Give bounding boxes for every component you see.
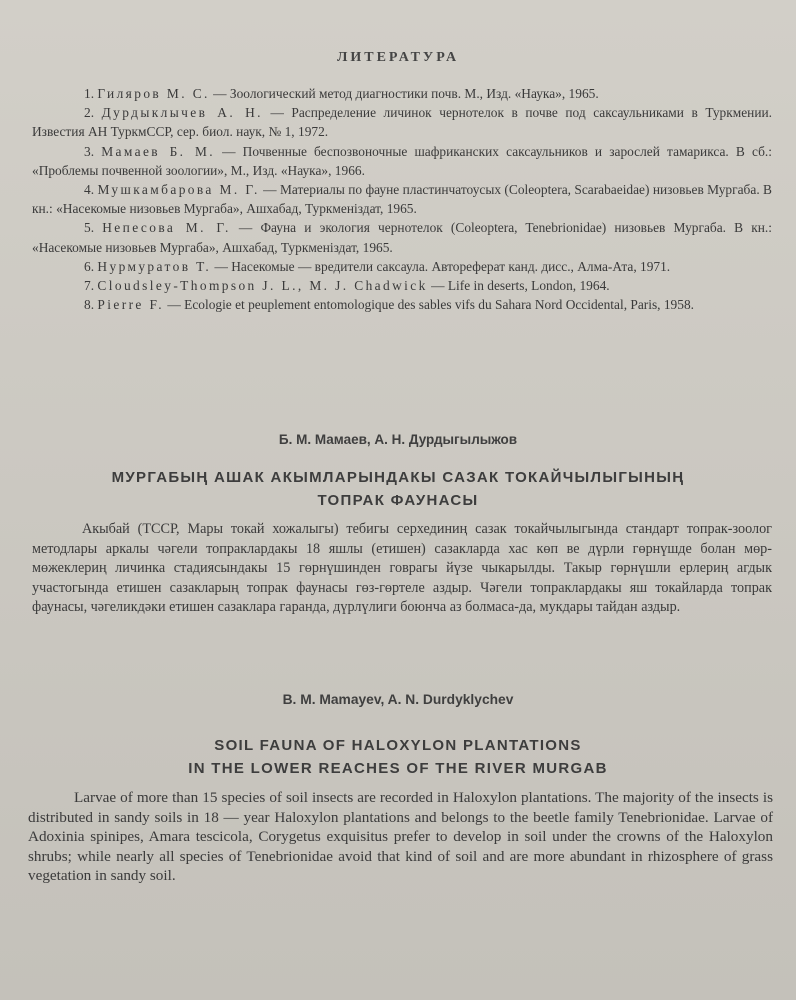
reference-number: 5. bbox=[84, 220, 95, 236]
reference-author: Непесова М. Г. bbox=[102, 220, 231, 236]
reference-text: — Почвенные беспозвоночные шафриканских саксаульников и зарослей тамарикса. В сб.: «Проблемы почвенной зоологии», М., Изд. «Наука», 1966. bbox=[32, 143, 772, 178]
turkmen-article-title bbox=[0, 466, 796, 512]
reference-item bbox=[32, 180, 772, 218]
reference-item bbox=[32, 84, 772, 103]
reference-item bbox=[32, 103, 772, 141]
turkmen-title-line-1: МУРГАБЫҢ АШАК АКЫМЛАРЫНДАКЫ САЗАК ТОКАЙЧЫЛЫГЫНЫҢ bbox=[111, 469, 685, 486]
reference-number: 2. bbox=[84, 105, 95, 121]
reference-number: 8. bbox=[84, 297, 95, 313]
reference-item bbox=[32, 295, 772, 314]
reference-author: Мамаев Б. М. bbox=[101, 143, 215, 159]
reference-number: 7. bbox=[84, 278, 95, 294]
reference-author: Мушкамбарова М. Г. bbox=[97, 182, 260, 198]
reference-item bbox=[32, 218, 772, 256]
reference-text: — Материалы по фауне пластинчатоусых (Coleoptera, Scarabaeidae) низовьев Мургаба. В кн.: «Насекомые низовьев Мургаба», Ашхабад, Туркменіздат, 1965. bbox=[32, 182, 772, 217]
reference-number: 4. bbox=[84, 182, 95, 198]
reference-number: 3. bbox=[84, 143, 95, 159]
english-authors: B. M. Mamayev, A. N. Durdyklychev bbox=[282, 692, 514, 707]
turkmen-authors: Б. М. Мамаев, А. Н. Дурдыгылыжов bbox=[278, 432, 518, 447]
reference-text: — Зоологический метод диагностики почв. М., Изд. «Наука», 1965. bbox=[213, 86, 599, 101]
reference-item bbox=[32, 142, 772, 180]
reference-author: Нурмуратов Т. bbox=[97, 258, 212, 274]
english-title-line-2: IN THE LOWER REACHES OF THE RIVER MURGAB bbox=[188, 760, 608, 777]
reference-number: 6. bbox=[84, 258, 95, 274]
reference-author: Гиляров М. С. bbox=[97, 86, 210, 101]
reference-text: — Распределение личинок чернотелок в почве под саксаульниками в Туркмении. Известия АН ТуркмССР, сер. биол. наук, № 1, 1972. bbox=[32, 105, 772, 140]
reference-text: — Фауна и экология чернотелок (Coleoptera, Tenebrionidae) низовьев Мургаба. В кн.: «Насекомые низовьев Мургаба», Ашхабад, Туркменіздат, 1965. bbox=[32, 220, 772, 255]
reference-author: Pierre F. bbox=[97, 297, 165, 313]
reference-list bbox=[32, 84, 772, 314]
english-article-title bbox=[0, 734, 796, 780]
reference-text: — Насекомые — вредители саксаула. Автореферат канд. дисс., Алма-Ата, 1971. bbox=[214, 258, 671, 274]
reference-author: Дурдыклычев А. Н. bbox=[101, 105, 263, 121]
reference-item bbox=[32, 257, 772, 276]
reference-item bbox=[32, 276, 772, 295]
reference-number: 1. bbox=[84, 86, 95, 101]
english-abstract: Larvae of more than 15 species of soil insects are recorded in Haloxylon plantations. The majority of the insects is distributed in sandy soils in 18 — year Haloxylon plantations and belongs to the beetle family Tenebrionidae. Larvae of Adoxinia spinipes, Amara tescicola, Corygetus exquisitus prefer to develop in soil under the crowns of the Haloxylon shrubs; while nearly all species of Tenebrionidae avoid that kind of soil and are more abundant in rhizosphere of grass vegetation in sandy soil. bbox=[28, 789, 773, 885]
reference-text: — Life in deserts, London, 1964. bbox=[431, 278, 610, 294]
reference-text: — Ecologie et peuplement entomologique des sables vifs du Sahara Nord Occidental, Paris, 1958. bbox=[167, 297, 694, 313]
reference-author: Cloudsley-Thompson J. L., M. J. Chadwick bbox=[97, 278, 428, 294]
literature-heading: ЛИТЕРАТУРА bbox=[336, 50, 460, 65]
turkmen-abstract: Акыбай (ТССР, Мары токай хожалыгы) тебигы серхединиң сазак токайчылыгында стандарт топрак-зоолог методлары аркалы чәгели топраклардакы 18 яшлы (етишен) сазакларда хас көп ве дүрли гөрнүшде болан мөр-мөжеклериң личинка стадиясындакы 15 гөрнүшинден говрагы йүзе чыкарылды. Такыр гөрнүшли ерлериң агдык участогында етишен сазакларың топрак фаунасы гөз-гөртеле аздыр. Чәгели топраклардакы яш токайларда топрак фаунасы, чәгеликдәки етишен сазаклара гаранда, дүрлүлиги боюнча аз болмаса-да, мукдары тайдан аздыр. bbox=[32, 521, 772, 615]
english-title-line-1: SOIL FAUNA OF HALOXYLON PLANTATIONS bbox=[214, 737, 582, 754]
turkmen-title-line-2: ТОПРАК ФАУНАСЫ bbox=[317, 492, 479, 509]
